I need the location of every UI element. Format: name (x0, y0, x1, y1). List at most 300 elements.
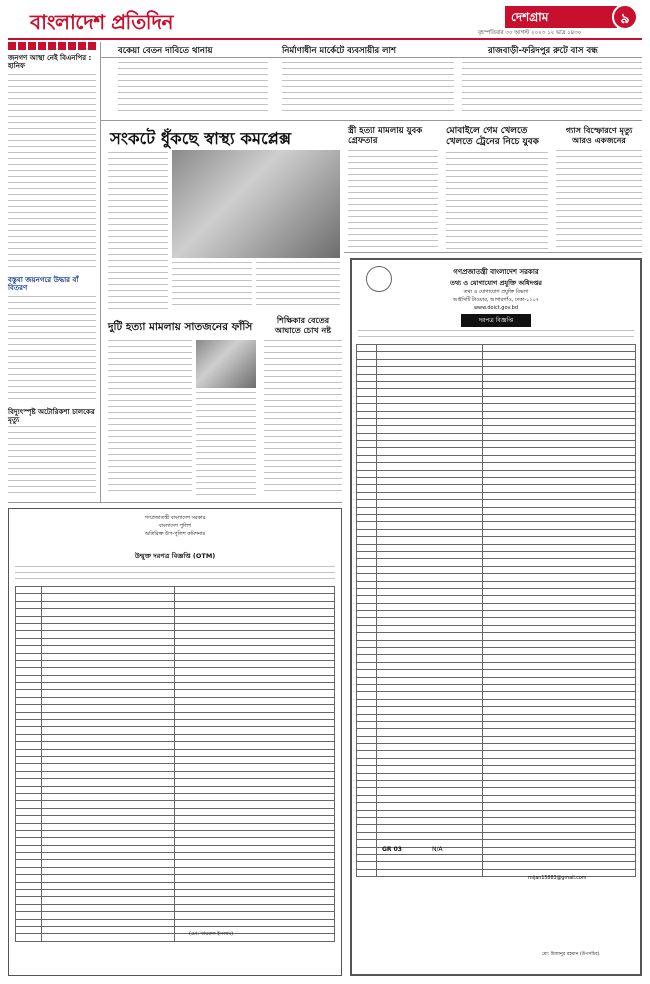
table-cell (16, 897, 42, 904)
table-row (357, 478, 636, 485)
table-cell (41, 623, 175, 630)
table-cell (376, 832, 482, 839)
table-row (357, 433, 636, 440)
table-cell (376, 648, 482, 655)
table-cell (482, 492, 635, 499)
table-cell (482, 389, 635, 396)
table-cell (482, 463, 635, 470)
table-row (357, 470, 636, 477)
ad-title: উন্মুক্ত দরপত্র বিজ্ঞপ্তি (OTM) (134, 552, 216, 560)
table-cell (357, 470, 377, 477)
table-cell (41, 705, 175, 712)
table-cell (16, 786, 42, 793)
table-cell (41, 638, 175, 645)
gavel-photo (196, 340, 256, 388)
table-cell (41, 845, 175, 852)
table-cell (175, 912, 335, 919)
table-row (16, 830, 335, 837)
table-cell (41, 749, 175, 756)
table-cell (376, 374, 482, 381)
table-cell (16, 875, 42, 882)
table-cell (482, 588, 635, 595)
table-cell (482, 551, 635, 558)
table-cell (41, 609, 175, 616)
table-cell (357, 522, 377, 529)
table-cell (16, 845, 42, 852)
table-row (16, 904, 335, 911)
table-row (16, 934, 335, 941)
table-row (16, 867, 335, 874)
table-cell (482, 455, 635, 462)
table-row (357, 684, 636, 691)
article-health-col1 (108, 152, 168, 310)
table-row (357, 404, 636, 411)
ad-right-intro (358, 330, 634, 342)
table-cell (41, 890, 175, 897)
article-relief-body (8, 296, 96, 404)
table-row (16, 897, 335, 904)
table-row (357, 426, 636, 433)
divider (100, 502, 342, 503)
table-cell (376, 618, 482, 625)
table-cell (376, 736, 482, 743)
table-cell (482, 596, 635, 603)
table-cell (482, 611, 635, 618)
table-cell (41, 764, 175, 771)
ad-office: অতিরিক্ত উপ-পুলিশ কমিশনার (144, 531, 206, 537)
table-row (16, 875, 335, 882)
table-cell (482, 840, 635, 847)
table-cell (376, 721, 482, 728)
masthead-rule (8, 38, 642, 40)
table-row (357, 603, 636, 610)
table-cell (376, 758, 482, 765)
table-cell (376, 854, 482, 861)
table-row (357, 551, 636, 558)
table-cell (376, 670, 482, 677)
table-row (16, 919, 335, 926)
table-cell (16, 838, 42, 845)
table-row (16, 926, 335, 933)
table-cell (357, 374, 377, 381)
table-cell (482, 825, 635, 832)
table-cell (482, 418, 635, 425)
table-row (357, 625, 636, 632)
table-cell (357, 367, 377, 374)
table-cell (357, 441, 377, 448)
table-cell (357, 559, 377, 566)
table-row (357, 736, 636, 743)
table-cell (482, 854, 635, 861)
ad-govt: গণপ্রজাতন্ত্রী বাংলাদেশ সরকার (144, 515, 206, 521)
table-row (357, 670, 636, 677)
table-cell (376, 507, 482, 514)
table-cell (175, 646, 335, 653)
table-cell (357, 751, 377, 758)
table-row (16, 668, 335, 675)
table-row (357, 455, 636, 462)
table-cell (482, 507, 635, 514)
table-cell (357, 862, 377, 869)
table-row (16, 712, 335, 719)
headline-salary: বকেয়া বেতন দাবিতে থানায় (118, 46, 213, 56)
ad-org: বাংলাদেশ পুলিশ (158, 523, 192, 529)
table-cell (41, 816, 175, 823)
table-cell (175, 734, 335, 741)
table-cell (16, 771, 42, 778)
table-cell (357, 537, 377, 544)
table-cell (16, 764, 42, 771)
table-cell (175, 860, 335, 867)
ad-right-ministry: তথ্য ও যোগাযোগ প্রযুক্তি অধিদপ্তর (450, 279, 542, 287)
table-cell (376, 500, 482, 507)
table-cell (482, 625, 635, 632)
article-gas-body (556, 150, 642, 250)
article-death-body (108, 340, 192, 496)
table-row (357, 648, 636, 655)
table-cell (376, 596, 482, 603)
table-cell (357, 500, 377, 507)
table-cell (41, 668, 175, 675)
table-cell (16, 860, 42, 867)
table-cell (376, 684, 482, 691)
table-cell (41, 712, 175, 719)
table-cell (482, 758, 635, 765)
table-cell (41, 631, 175, 638)
table-cell (357, 869, 377, 876)
table-row (357, 707, 636, 714)
table-row (357, 367, 636, 374)
table-cell (482, 441, 635, 448)
table-row (16, 697, 335, 704)
table-cell (482, 781, 635, 788)
table-cell (357, 448, 377, 455)
table-row (16, 638, 335, 645)
table-cell (175, 875, 335, 882)
table-row (357, 492, 636, 499)
table-cell (16, 587, 42, 594)
table-cell (175, 816, 335, 823)
table-row (357, 714, 636, 721)
table-cell (482, 677, 635, 684)
table-cell (482, 448, 635, 455)
table-cell (482, 699, 635, 706)
table-row (357, 640, 636, 647)
table-cell (376, 345, 482, 352)
table-cell (175, 867, 335, 874)
table-row (357, 381, 636, 388)
table-cell (16, 734, 42, 741)
table-cell (175, 830, 335, 837)
table-row (357, 825, 636, 832)
table-cell (41, 646, 175, 653)
table-cell (16, 934, 42, 941)
table-cell (175, 675, 335, 682)
table-cell (376, 625, 482, 632)
health-complex-photo (172, 150, 340, 258)
table-cell (175, 897, 335, 904)
table-cell (376, 795, 482, 802)
article-health-col3 (256, 262, 340, 310)
table-row (16, 660, 335, 667)
table-cell (16, 867, 42, 874)
table-row (357, 514, 636, 521)
table-row (357, 566, 636, 573)
table-cell (175, 749, 335, 756)
table-cell (16, 668, 42, 675)
table-row (357, 662, 636, 669)
table-row (357, 588, 636, 595)
table-row (357, 773, 636, 780)
table-cell (357, 832, 377, 839)
ad-right-table (356, 344, 636, 877)
table-row (357, 744, 636, 751)
table-cell (357, 840, 377, 847)
table-cell (175, 838, 335, 845)
table-cell (357, 803, 377, 810)
table-cell (357, 529, 377, 536)
table-cell (16, 779, 42, 786)
table-row (357, 374, 636, 381)
table-cell (16, 882, 42, 889)
table-cell (376, 411, 482, 418)
newspaper-logo: বাংলাদেশ প্রতিদিন (30, 10, 173, 34)
table-cell (175, 727, 335, 734)
table-cell (357, 507, 377, 514)
table-cell (482, 714, 635, 721)
table-cell (16, 601, 42, 608)
table-cell (16, 793, 42, 800)
table-cell (357, 426, 377, 433)
table-cell (41, 867, 175, 874)
table-cell (482, 352, 635, 359)
table-row (357, 869, 636, 876)
table-cell (482, 529, 635, 536)
table-cell (175, 712, 335, 719)
table-cell (376, 448, 482, 455)
table-cell (376, 381, 482, 388)
table-cell (482, 736, 635, 743)
table-cell (16, 712, 42, 719)
table-cell (376, 788, 482, 795)
table-cell (482, 603, 635, 610)
table-cell (482, 670, 635, 677)
section-tag-strip (8, 42, 96, 50)
table-cell (41, 653, 175, 660)
table-cell (357, 729, 377, 736)
table-cell (482, 692, 635, 699)
table-cell (16, 646, 42, 653)
article-salary-body (118, 62, 268, 116)
table-cell (16, 742, 42, 749)
table-cell (175, 845, 335, 852)
table-row (357, 507, 636, 514)
table-cell (357, 433, 377, 440)
table-cell (175, 697, 335, 704)
table-cell (357, 655, 377, 662)
table-row (16, 727, 335, 734)
table-row (357, 463, 636, 470)
table-cell (482, 662, 635, 669)
table-row (357, 345, 636, 352)
table-cell (16, 616, 42, 623)
table-cell (376, 655, 482, 662)
table-cell (41, 808, 175, 815)
table-row (357, 729, 636, 736)
table-row (357, 810, 636, 817)
table-cell (376, 677, 482, 684)
table-cell (482, 684, 635, 691)
table-cell (376, 404, 482, 411)
table-cell (482, 381, 635, 388)
table-cell (357, 795, 377, 802)
table-row (357, 758, 636, 765)
table-cell (482, 367, 635, 374)
table-cell (482, 574, 635, 581)
table-row (357, 448, 636, 455)
table-row (16, 786, 335, 793)
table-cell (482, 751, 635, 758)
table-cell (482, 396, 635, 403)
table-cell (376, 396, 482, 403)
table-cell (376, 588, 482, 595)
table-row (357, 862, 636, 869)
table-cell (16, 697, 42, 704)
table-cell (376, 551, 482, 558)
table-cell (357, 544, 377, 551)
table-cell (376, 418, 482, 425)
table-row (357, 544, 636, 551)
table-cell (482, 729, 635, 736)
table-row (357, 389, 636, 396)
ad-right-email: mijan15883@gmail.com (528, 876, 587, 881)
table-cell (16, 727, 42, 734)
table-cell (376, 699, 482, 706)
table-cell (376, 389, 482, 396)
table-row (357, 418, 636, 425)
table-cell (376, 359, 482, 366)
table-cell (175, 631, 335, 638)
table-cell (16, 904, 42, 911)
article-wife-murder-body (348, 150, 438, 250)
table-cell (357, 463, 377, 470)
table-cell (41, 860, 175, 867)
table-cell (376, 744, 482, 751)
table-row (357, 781, 636, 788)
table-cell (482, 478, 635, 485)
headline-death-sentence: দুটি হত্যা মামলায় সাতজনের ফাঁসি (108, 321, 253, 333)
table-row (16, 801, 335, 808)
table-cell (376, 810, 482, 817)
table-row (357, 832, 636, 839)
table-cell (175, 779, 335, 786)
divider (100, 120, 642, 121)
table-row (16, 646, 335, 653)
table-cell (357, 707, 377, 714)
table-cell (16, 623, 42, 630)
table-row (357, 574, 636, 581)
table-cell (175, 616, 335, 623)
table-cell (357, 662, 377, 669)
table-cell (357, 381, 377, 388)
table-cell (41, 912, 175, 919)
ad-signer: (মো: খায়রুল ইসলাম) (189, 931, 234, 937)
table-cell (357, 455, 377, 462)
table-cell (175, 882, 335, 889)
table-cell (376, 751, 482, 758)
table-row (357, 692, 636, 699)
table-cell (376, 714, 482, 721)
headline-bus: রাজবাড়ী-ফরিদপুর রুটে বাস বন্ধ (488, 46, 598, 56)
table-cell (482, 537, 635, 544)
table-cell (482, 411, 635, 418)
table-cell (41, 793, 175, 800)
table-cell (16, 749, 42, 756)
table-cell (357, 773, 377, 780)
table-row (357, 699, 636, 706)
table-cell (357, 551, 377, 558)
table-row (16, 853, 335, 860)
table-row (16, 816, 335, 823)
table-row (16, 845, 335, 852)
table-cell (41, 904, 175, 911)
table-cell (482, 818, 635, 825)
table-row (16, 601, 335, 608)
table-row (16, 808, 335, 815)
table-cell (482, 766, 635, 773)
table-cell (357, 418, 377, 425)
table-cell (357, 677, 377, 684)
table-row (16, 594, 335, 601)
table-cell (41, 801, 175, 808)
table-cell (482, 485, 635, 492)
table-cell (376, 492, 482, 499)
headline-mobile-train: মোবাইলে গেম খেলতে খেলতে ট্রেনের নিচে যুবক (446, 126, 539, 147)
table-cell (175, 720, 335, 727)
ict-tender-ad (350, 258, 642, 976)
table-cell (16, 912, 42, 919)
table-row (16, 675, 335, 682)
table-cell (482, 862, 635, 869)
table-cell (41, 720, 175, 727)
govt-seal-icon (366, 266, 392, 292)
table-row (357, 611, 636, 618)
table-row (16, 623, 335, 630)
table-row (357, 441, 636, 448)
table-cell (482, 744, 635, 751)
table-row (357, 485, 636, 492)
headline-health-complex: সংকটে ধুঁকছে স্বাস্থ্য কমপ্লেক্স (110, 129, 292, 148)
ad-right-govt: গণপ্রজাতন্ত্রী বাংলাদেশ সরকার (453, 268, 539, 276)
ad-table (15, 586, 335, 942)
table-cell (357, 744, 377, 751)
table-cell (175, 919, 335, 926)
headline-hanif: জনগণ আস্থা নেই বিএনপির : হানিফ (8, 54, 92, 70)
table-cell (41, 690, 175, 697)
table-cell (357, 854, 377, 861)
table-cell (376, 574, 482, 581)
table-cell (41, 882, 175, 889)
table-cell (482, 359, 635, 366)
table-cell (16, 816, 42, 823)
table-row (357, 559, 636, 566)
table-cell (175, 594, 335, 601)
table-cell (16, 594, 42, 601)
table-cell (175, 690, 335, 697)
table-row (16, 631, 335, 638)
table-cell (376, 662, 482, 669)
table-row (357, 721, 636, 728)
